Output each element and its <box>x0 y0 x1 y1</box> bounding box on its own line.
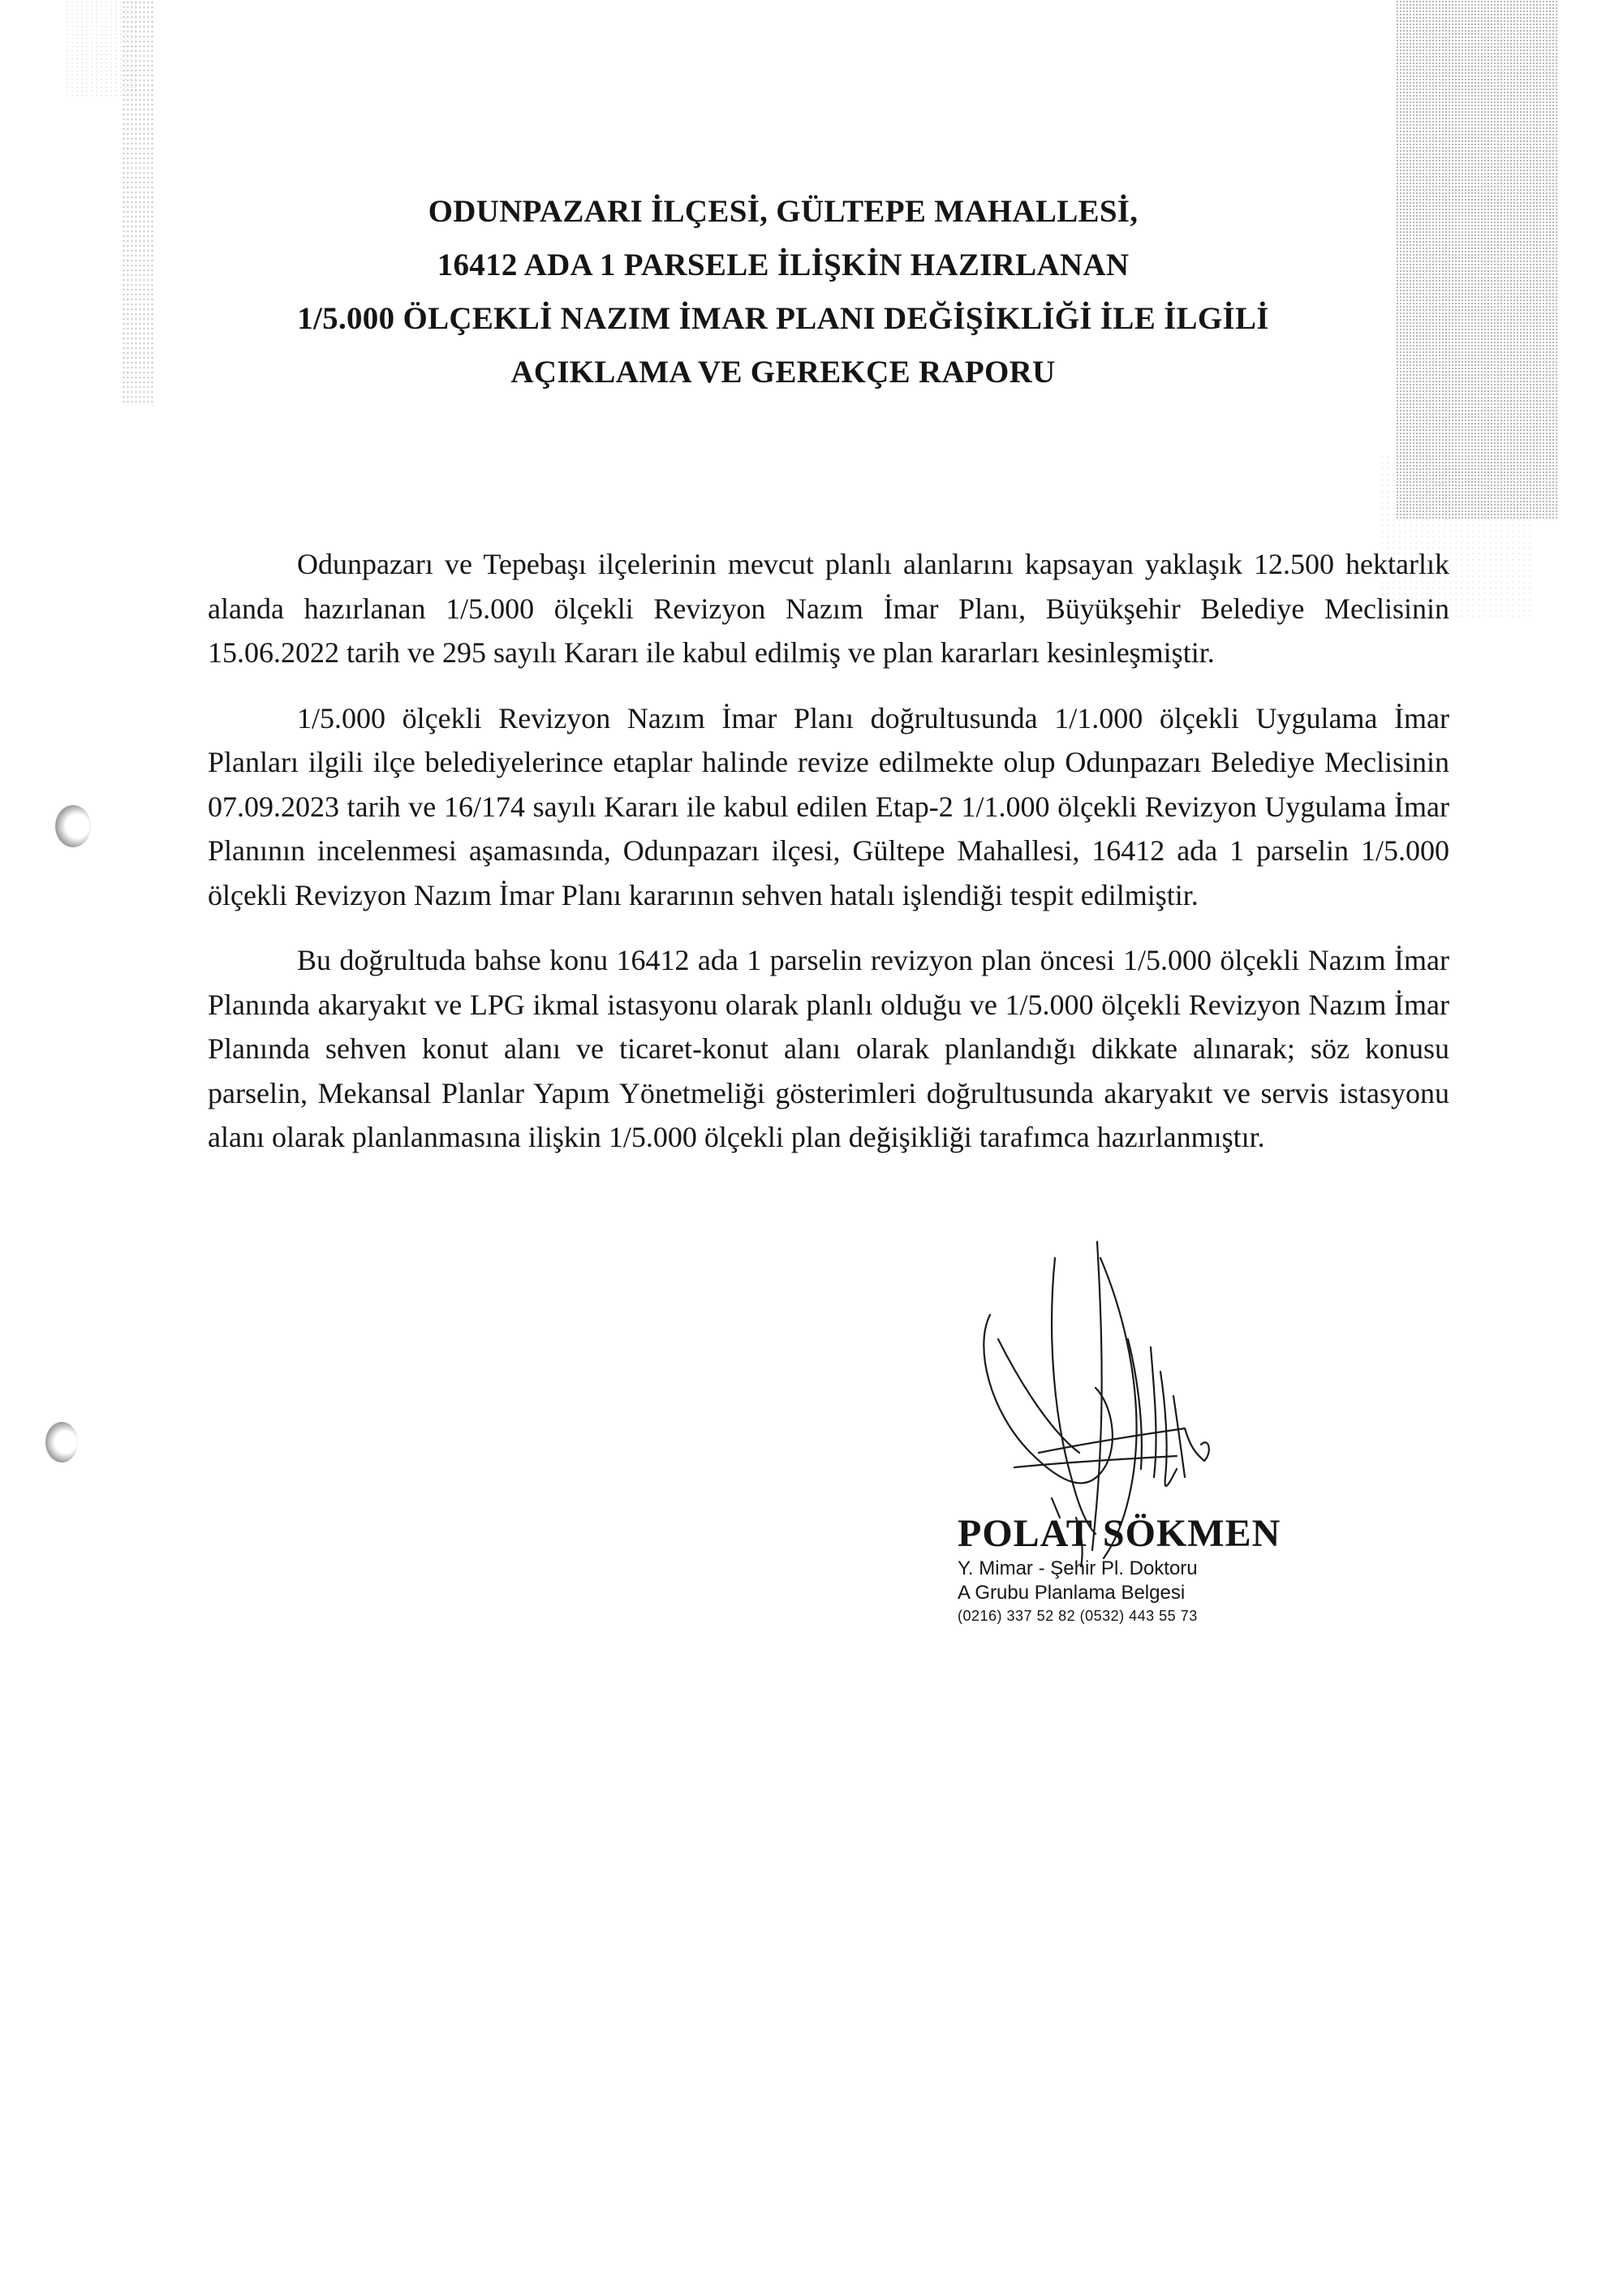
body-paragraph: 1/5.000 ölçekli Revizyon Nazım İmar Planı doğrultusunda 1/1.000 ölçekli Uygulama İmar Planları ilgili ilçe belediyelerince etaplar halinde revize edilmekte olup Odunpazarı Belediye Meclisinin 07.09.2023 tarih ve 16/174 sayılı Kararı ile kabul edilen Etap-2 1/1.000 ölçekli Revizyon Uygulama İmar Planının incelenmesi aşamasında, Odunpazarı ilçesi, Gültepe Mahallesi, 16412 ada 1 parselin 1/5.000 ölçekli Revizyon Nazım İmar Planı kararının sehven hatalı işlendiği tespit edilmiştir. <box>208 701 1449 911</box>
stamp-phones: (0216) 337 52 82 (0532) 443 55 73 <box>958 1608 1198 1624</box>
punch-hole <box>45 1422 78 1462</box>
stamp-certificate: A Grubu Planlama Belgesi <box>958 1582 1186 1604</box>
punch-hole <box>55 805 91 847</box>
title-line: AÇIKLAMA VE GEREKÇE RAPORU <box>510 355 1056 390</box>
document-body <box>208 542 1449 1181</box>
title-line: 1/5.000 ÖLÇEKLİ NAZIM İMAR PLANI DEĞİŞİKLİĞİ İLE İLGİLİ <box>297 301 1269 336</box>
document-title <box>243 185 1323 399</box>
body-paragraph: Bu doğrultuda bahse konu 16412 ada 1 parselin revizyon plan öncesi 1/5.000 ölçekli Nazım İmar Planında akaryakıt ve LPG ikmal istasyonu olarak planlı olduğu ve 1/5.000 ölçekli Revizyon Nazım İmar Planında sehven konut alanı ve ticaret-konut alanı olarak planlandığı dikkate alınarak; söz konusu parselin, Mekansal Planlar Yapım Yönetmeliği gösterimleri doğrultusunda akaryakıt ve servis istasyonu alanı olarak planlanmasına ilişkin 1/5.000 ölçekli plan değişikliği tarafımca hazırlanmıştır. <box>208 944 1449 1153</box>
title-line: ODUNPAZARI İLÇESİ, GÜLTEPE MAHALLESİ, <box>428 194 1139 229</box>
title-line: 16412 ADA 1 PARSELE İLİŞKİN HAZIRLANAN <box>437 248 1130 282</box>
scan-noise <box>65 0 138 97</box>
stamp-title: Y. Mimar - Şehir Pl. Doktoru <box>958 1557 1198 1579</box>
stamp-name: POLAT SÖKMEN <box>958 1512 1281 1555</box>
stamp <box>958 1511 1282 1626</box>
body-paragraph: Odunpazarı ve Tepebaşı ilçelerinin mevcut planlı alanlarını kapsayan yaklaşık 12.500 hektarlık alanda hazırlanan 1/5.000 ölçekli Revizyon Nazım İmar Planı, Büyükşehir Belediye Meclisinin 15.06.2022 tarih ve 295 sayılı Kararı ile kabul edilmiş ve plan kararları kesinleşmiştir. <box>208 548 1449 669</box>
scan-noise <box>1396 0 1558 519</box>
